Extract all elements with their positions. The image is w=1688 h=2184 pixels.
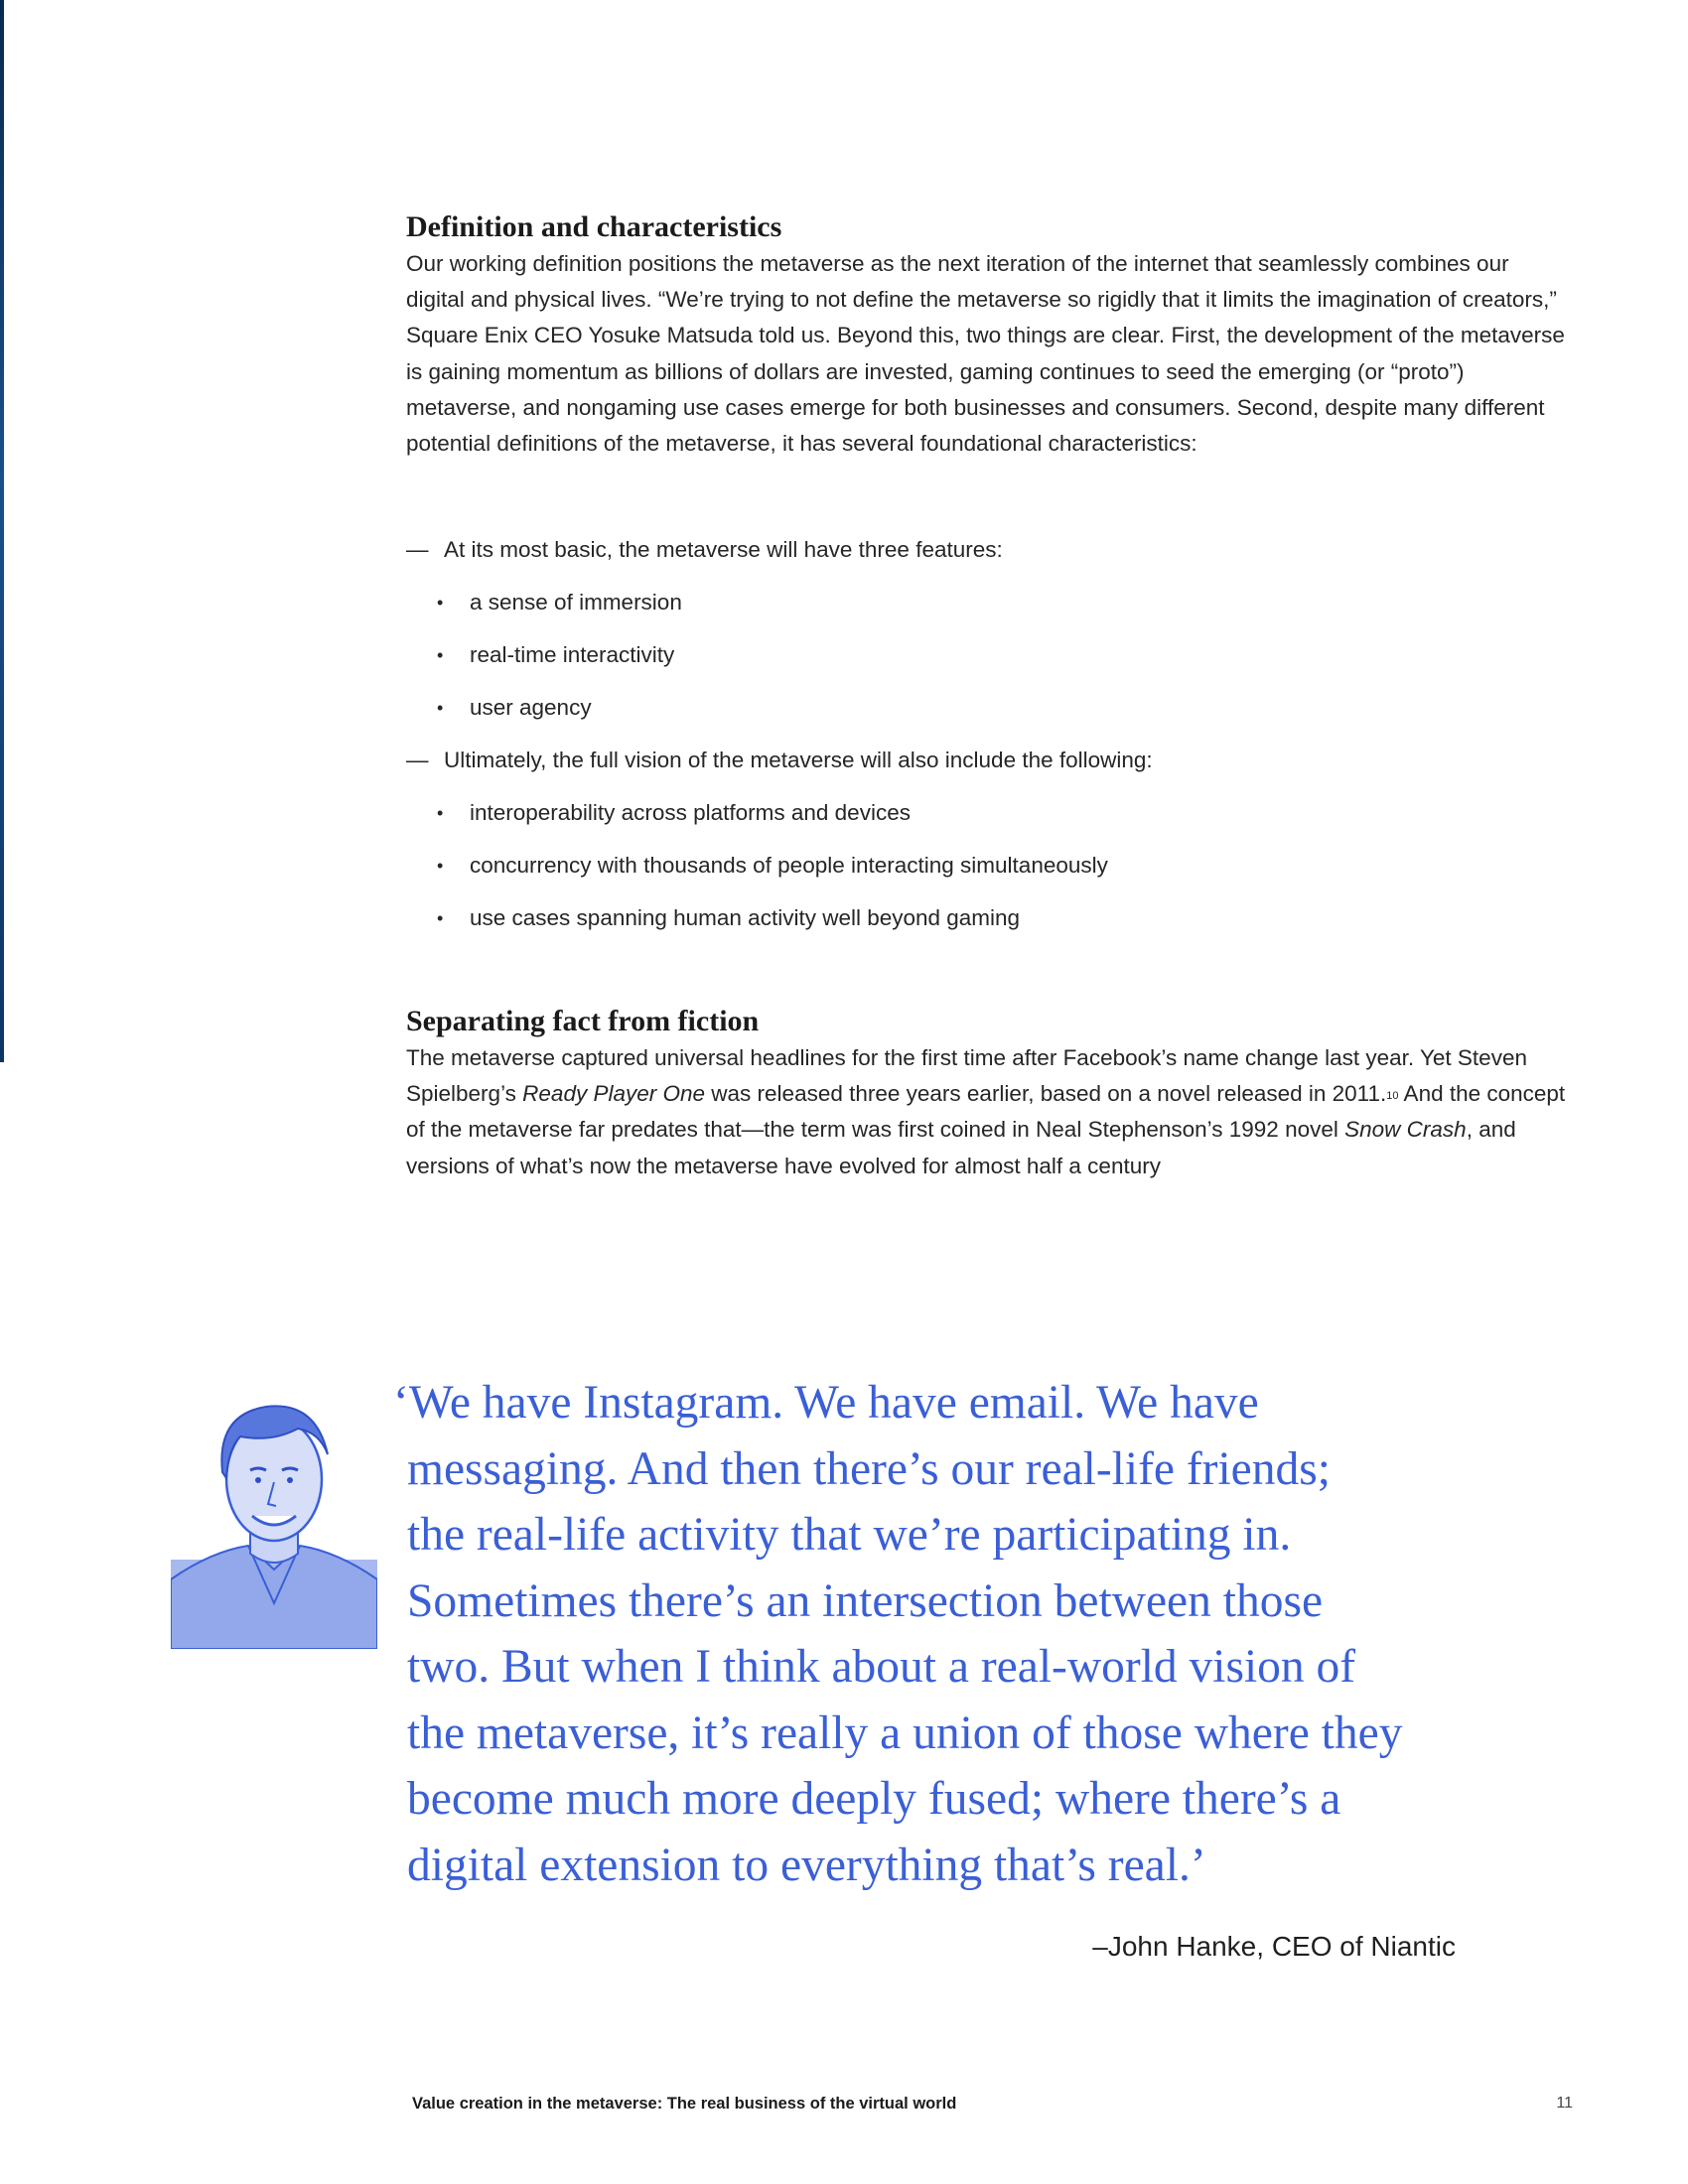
feature-list [406, 532, 1568, 936]
dash-list-item [406, 743, 1568, 778]
bullet-text: concurrency with thousands of people interacting simultaneously [470, 853, 1108, 878]
dash-marker: — [406, 748, 429, 772]
bullet-text: interoperability across platforms and devices [470, 800, 911, 825]
quote-line: the real-life activity that we’re participating in. [407, 1509, 1292, 1561]
dash-list-text: At its most basic, the metaverse will have three features: [444, 537, 1003, 562]
paragraph-text: And the concept of the metaverse far predates that—the term was first coined in Neal Stephenson’s 1992 novel [406, 1081, 1566, 1143]
quote-line: messaging. And then there’s our real-life friends; [407, 1442, 1331, 1495]
bullet-text: real-time interactivity [470, 642, 675, 667]
footnote-ref: 10 [1386, 1090, 1399, 1103]
bullet-list-item [406, 637, 1568, 673]
section-paragraph: Our working definition positions the metaverse as the next iteration of the internet that seamlessly combines our digital and physical lives. “We’re trying to not define the metaverse so rigidly that it limits the imagination of creators,” Square Enix CEO Yosuke Matsuda told us. Beyond this, two things are clear. First, the development of the metaverse is gaining momentum as billions of dollars are invested, gaming continues to seed the emerging (or “proto”) metaverse, and nongaming use cases emerge for both businesses and consumers. Second, despite many different potential definitions of the metaverse, it has several foundational characteristics: [406, 251, 1565, 457]
paragraph-text: was released three years earlier, based on a novel released in 2011. [705, 1081, 1387, 1107]
bullet-text: user agency [470, 695, 592, 720]
bullet-marker: • [437, 803, 444, 823]
section-fact-fiction [406, 1003, 1568, 1184]
paragraph-text: The metaverse captured universal headlines for the first time after Facebook’s name change last year. Yet Steven Spielberg’s [406, 1045, 1527, 1107]
bullet-list-item [406, 795, 1568, 831]
quote-line: ‘We have Instagram. We have email. We have [393, 1377, 1259, 1429]
bullet-list-item [406, 690, 1568, 726]
bullet-marker: • [437, 698, 444, 718]
page-edge-strip [0, 0, 4, 1062]
dash-list-text: Ultimately, the full vision of the metaverse will also include the following: [444, 748, 1153, 772]
section-paragraph [406, 1040, 1568, 1184]
portrait-illustration [171, 1375, 377, 1649]
quote-line: digital extension to everything that’s real.’ [407, 1839, 1206, 1891]
dash-list-item [406, 532, 1568, 568]
book-title: Ready Player One [522, 1081, 706, 1107]
bullet-text: a sense of immersion [470, 590, 682, 614]
bullet-text: use cases spanning human activity well beyond gaming [470, 905, 1021, 930]
quote-line: become much more deeply fused; where there’s a [407, 1773, 1341, 1825]
bullet-marker: • [437, 856, 444, 876]
bullet-list-item [406, 848, 1568, 884]
page-number: 11 [1556, 2095, 1573, 2112]
paragraph-text: , and versions of what’s now the metaverse have evolved for almost half a century [406, 1117, 1516, 1178]
bullet-marker: • [437, 593, 444, 613]
section-definition [406, 208, 1568, 462]
quote-line: Sometimes there’s an intersection between those [407, 1574, 1324, 1627]
dash-marker: — [406, 537, 429, 562]
quote-line: the metaverse, it’s really a union of those where they [407, 1706, 1403, 1759]
bullet-marker: • [437, 908, 444, 928]
book-title: Snow Crash [1344, 1117, 1467, 1143]
quote-attribution: –John Hanke, CEO of Niantic [1092, 1931, 1456, 1962]
quote-line: two. But when I think about a real-world vision of [407, 1641, 1356, 1693]
section-heading: Separating fact from fiction [406, 1005, 760, 1037]
bullet-list-item [406, 585, 1568, 620]
section-heading: Definition and characteristics [406, 210, 782, 243]
bullet-marker: • [437, 645, 444, 665]
pull-quote [393, 1370, 1555, 1898]
footer-title: Value creation in the metaverse: The real business of the virtual world [412, 2095, 957, 2113]
bullet-list-item [406, 900, 1568, 936]
